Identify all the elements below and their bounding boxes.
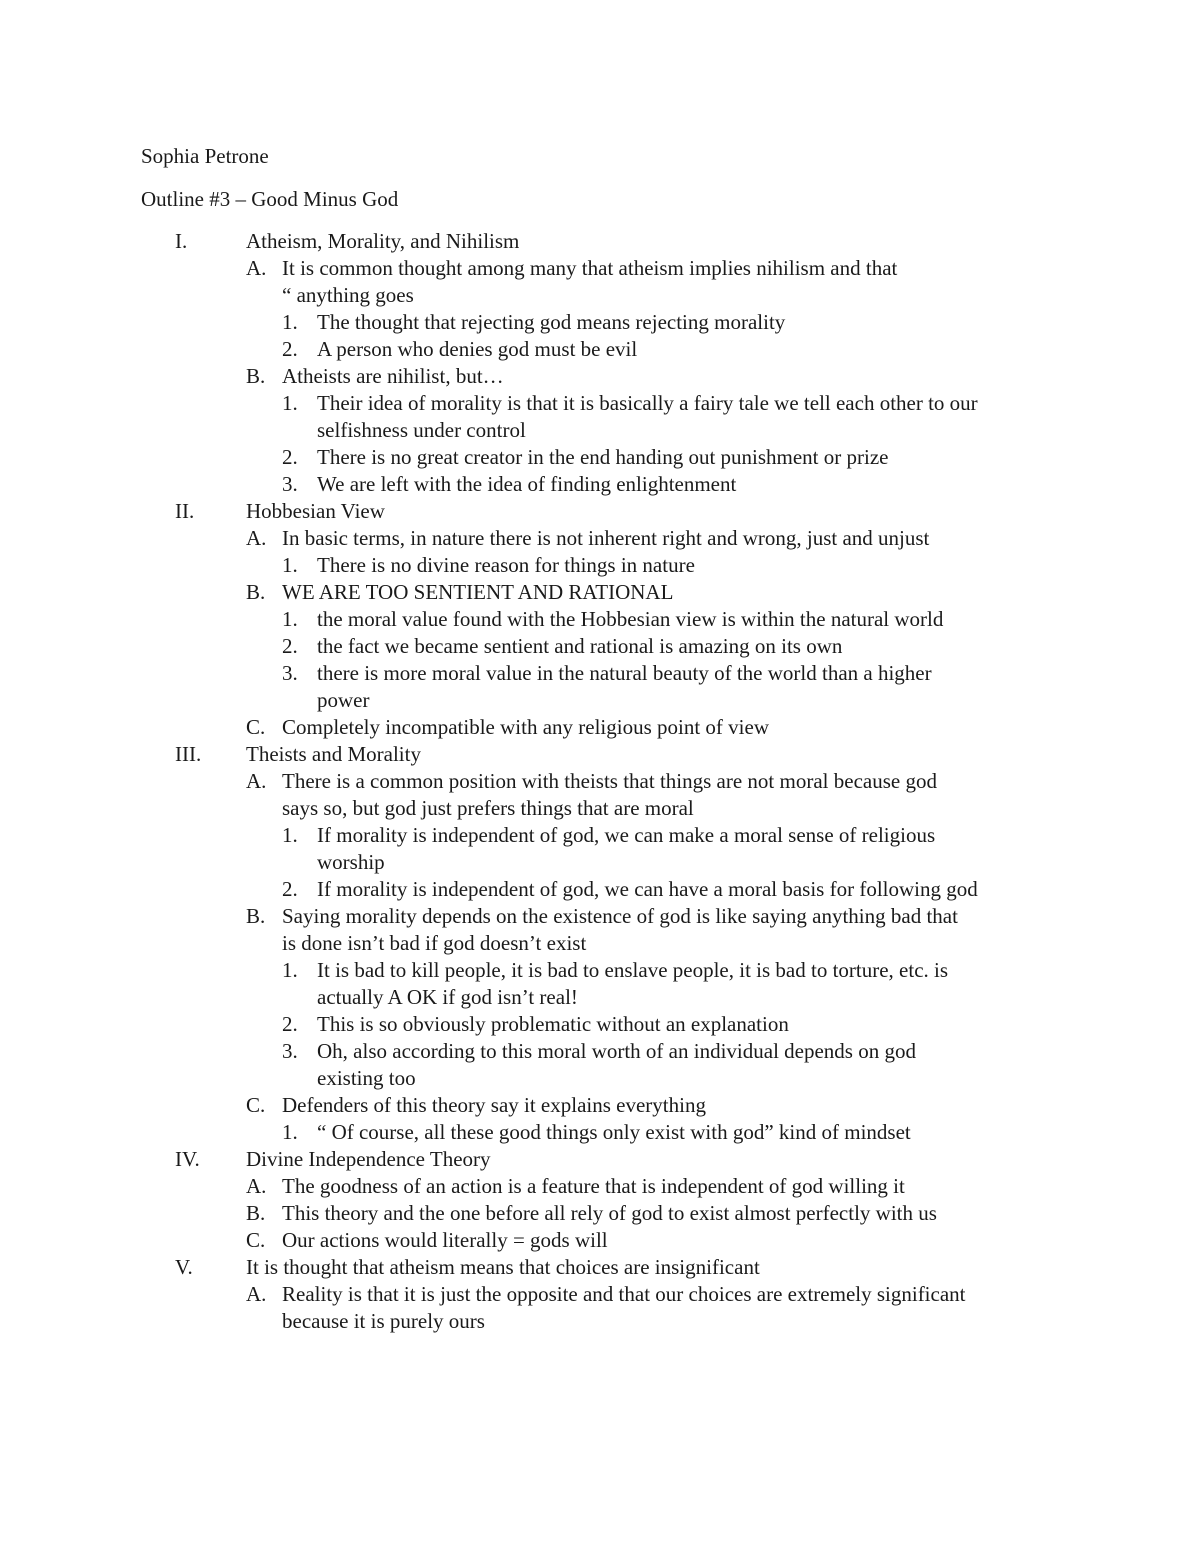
outline-detail xyxy=(0,552,1200,579)
outline-marker: B. xyxy=(246,904,266,928)
outline-detail xyxy=(0,309,1200,336)
outline-subpoint xyxy=(0,768,1200,795)
outline-marker: B. xyxy=(246,364,266,388)
outline-marker: A. xyxy=(246,256,267,280)
outline-text: Saying morality depends on the existence of god is like saying anything bad that xyxy=(282,904,958,928)
outline-section xyxy=(0,498,1200,525)
outline-subpoint-continuation xyxy=(0,1308,1200,1335)
outline-text: existing too xyxy=(317,1066,416,1090)
outline-detail xyxy=(0,471,1200,498)
outline-text: Divine Independence Theory xyxy=(246,1147,491,1171)
outline-marker: III. xyxy=(175,742,202,766)
outline-marker: I. xyxy=(175,229,188,253)
outline-marker: A. xyxy=(246,1282,267,1306)
outline-marker: 1. xyxy=(282,553,298,577)
outline-marker: 2. xyxy=(282,634,298,658)
outline-detail xyxy=(0,390,1200,417)
outline-subpoint xyxy=(0,714,1200,741)
outline-detail xyxy=(0,606,1200,633)
outline-marker: II. xyxy=(175,499,195,523)
outline-text: there is more moral value in the natural beauty of the world than a higher xyxy=(317,661,932,685)
outline-text: power xyxy=(317,688,370,712)
outline-subpoint xyxy=(0,1200,1200,1227)
outline-marker: IV. xyxy=(175,1147,200,1171)
outline-text: There is no great creator in the end handing out punishment or prize xyxy=(317,445,889,469)
outline-subpoint xyxy=(0,903,1200,930)
outline-text: selfishness under control xyxy=(317,418,526,442)
outline-text: The thought that rejecting god means rejecting morality xyxy=(317,310,786,334)
outline-detail-continuation xyxy=(0,417,1200,444)
outline-section xyxy=(0,1146,1200,1173)
outline-subpoint-continuation xyxy=(0,930,1200,957)
outline-marker: 1. xyxy=(282,823,298,847)
outline-text: This is so obviously problematic without an explanation xyxy=(317,1012,789,1036)
outline-marker: C. xyxy=(246,715,266,739)
outline-list xyxy=(0,228,1200,1335)
outline-text: There is a common position with theists that things are not moral because god xyxy=(282,769,937,793)
outline-marker: 2. xyxy=(282,877,298,901)
outline-text: “ anything goes xyxy=(282,283,414,307)
outline-text: If morality is independent of god, we can have a moral basis for following god xyxy=(317,877,978,901)
outline-text: because it is purely ours xyxy=(282,1309,485,1333)
outline-subpoint-continuation xyxy=(0,795,1200,822)
outline-subpoint xyxy=(0,579,1200,606)
outline-text: the fact we became sentient and rational is amazing on its own xyxy=(317,634,843,658)
outline-detail xyxy=(0,1119,1200,1146)
outline-marker: C. xyxy=(246,1228,266,1252)
outline-marker: A. xyxy=(246,526,267,550)
outline-text: It is bad to kill people, it is bad to enslave people, it is bad to torture, etc. is xyxy=(317,958,949,982)
outline-marker: 3. xyxy=(282,661,298,685)
outline-detail xyxy=(0,957,1200,984)
outline-marker: C. xyxy=(246,1093,266,1117)
outline-marker: V. xyxy=(175,1255,193,1279)
outline-detail-continuation xyxy=(0,687,1200,714)
outline-text: The goodness of an action is a feature that is independent of god willing it xyxy=(282,1174,905,1198)
outline-detail xyxy=(0,660,1200,687)
outline-marker: 3. xyxy=(282,1039,298,1063)
outline-detail xyxy=(0,633,1200,660)
outline-text: Theists and Morality xyxy=(246,742,421,766)
outline-text: We are left with the idea of finding enlightenment xyxy=(317,472,737,496)
outline-text: Hobbesian View xyxy=(246,499,385,523)
outline-subpoint xyxy=(0,1173,1200,1200)
outline-marker: 2. xyxy=(282,1012,298,1036)
outline-text: is done isn’t bad if god doesn’t exist xyxy=(282,931,587,955)
outline-text: the moral value found with the Hobbesian view is within the natural world xyxy=(317,607,944,631)
outline-text: It is common thought among many that atheism implies nihilism and that xyxy=(282,256,898,280)
outline-marker: 1. xyxy=(282,310,298,334)
outline-subpoint xyxy=(0,1281,1200,1308)
outline-detail xyxy=(0,336,1200,363)
outline-text: If morality is independent of god, we can make a moral sense of religious xyxy=(317,823,936,847)
outline-marker: A. xyxy=(246,769,267,793)
outline-marker: 1. xyxy=(282,1120,298,1144)
outline-text: Atheism, Morality, and Nihilism xyxy=(246,229,520,253)
outline-detail xyxy=(0,1011,1200,1038)
outline-text: Atheists are nihilist, but… xyxy=(282,364,504,388)
outline-marker: B. xyxy=(246,1201,266,1225)
outline-text: Defenders of this theory say it explains everything xyxy=(282,1093,706,1117)
outline-section xyxy=(0,741,1200,768)
outline-text: Oh, also according to this moral worth of an individual depends on god xyxy=(317,1039,916,1063)
outline-detail xyxy=(0,876,1200,903)
outline-text: It is thought that atheism means that choices are insignificant xyxy=(246,1255,760,1279)
outline-marker: 1. xyxy=(282,391,298,415)
outline-section xyxy=(0,228,1200,255)
outline-text: There is no divine reason for things in nature xyxy=(317,553,695,577)
author-name: Sophia Petrone xyxy=(141,144,269,168)
outline-marker: 1. xyxy=(282,958,298,982)
outline-subpoint xyxy=(0,255,1200,282)
outline-marker: 3. xyxy=(282,472,298,496)
outline-marker: A. xyxy=(246,1174,267,1198)
document-title: Outline #3 – Good Minus God xyxy=(141,187,399,211)
outline-subpoint xyxy=(0,525,1200,552)
outline-text: Completely incompatible with any religious point of view xyxy=(282,715,769,739)
outline-marker: 1. xyxy=(282,607,298,631)
outline-detail xyxy=(0,1038,1200,1065)
outline-marker: B. xyxy=(246,580,266,604)
outline-subpoint-continuation xyxy=(0,282,1200,309)
outline-marker: 2. xyxy=(282,337,298,361)
outline-detail-continuation xyxy=(0,849,1200,876)
outline-subpoint xyxy=(0,1092,1200,1119)
outline-text: says so, but god just prefers things that are moral xyxy=(282,796,694,820)
outline-marker: 2. xyxy=(282,445,298,469)
outline-text: This theory and the one before all rely of god to exist almost perfectly with us xyxy=(282,1201,937,1225)
outline-text: “ Of course, all these good things only exist with god” kind of mindset xyxy=(317,1120,911,1144)
outline-detail xyxy=(0,822,1200,849)
outline-section xyxy=(0,1254,1200,1281)
outline-text: worship xyxy=(317,850,385,874)
outline-subpoint xyxy=(0,1227,1200,1254)
outline-text: In basic terms, in nature there is not inherent right and wrong, just and unjust xyxy=(282,526,930,550)
outline-text: actually A OK if god isn’t real! xyxy=(317,985,578,1009)
outline-text: WE ARE TOO SENTIENT AND RATIONAL xyxy=(282,580,674,604)
outline-detail-continuation xyxy=(0,984,1200,1011)
outline-text: Our actions would literally = gods will xyxy=(282,1228,608,1252)
outline-detail-continuation xyxy=(0,1065,1200,1092)
outline-text: A person who denies god must be evil xyxy=(317,337,638,361)
outline-detail xyxy=(0,444,1200,471)
outline-subpoint xyxy=(0,363,1200,390)
outline-text: Their idea of morality is that it is basically a fairy tale we tell each other to our xyxy=(317,391,978,415)
outline-text: Reality is that it is just the opposite and that our choices are extremely significant xyxy=(282,1282,966,1306)
